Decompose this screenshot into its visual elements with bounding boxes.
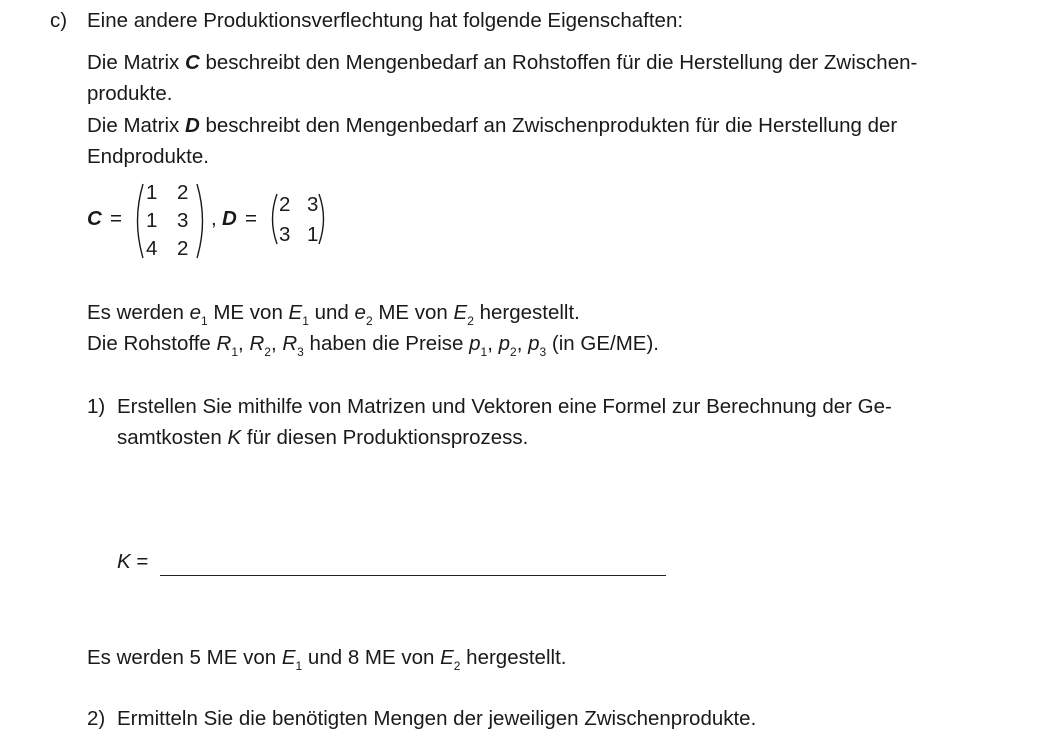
answer-prompt <box>117 546 148 577</box>
var-e: e <box>354 301 366 324</box>
text: (in GE/ME). <box>546 332 659 355</box>
matrix-c-cell: 3 <box>177 209 189 232</box>
matrix-c-left-paren <box>130 182 146 260</box>
text: ME von <box>207 301 289 324</box>
part-intro: Eine andere Produktionsverflechtung hat folgende Eigenschaften: <box>87 9 684 32</box>
var-R: R <box>216 332 232 355</box>
text: Die Matrix <box>87 51 185 74</box>
var-E: E <box>440 646 454 669</box>
subscript: 1 <box>480 345 488 359</box>
subscript: 1 <box>302 314 309 328</box>
text: Es werden <box>87 301 190 324</box>
text: samtkosten <box>117 426 228 449</box>
text: , <box>270 332 283 355</box>
matrix-d-label: D <box>222 207 237 230</box>
subscript: 2 <box>264 345 271 359</box>
text: Es werden 5 ME von <box>87 646 282 669</box>
text: , <box>238 332 250 355</box>
matrix-c-description <box>87 47 917 78</box>
subscript: 2 <box>453 659 461 673</box>
var-p: p <box>469 332 481 355</box>
part-label: c) <box>50 9 68 32</box>
matrix-c-symbol: C <box>184 51 200 74</box>
subscript: 2 <box>365 314 373 328</box>
answer-line[interactable] <box>160 575 666 576</box>
matrix-d-left-paren <box>266 192 280 246</box>
matrix-c-label: C <box>87 207 102 230</box>
text: beschreibt den Mengenbedarf an Rohstoffen für die Herstellung der Zwischen- <box>199 51 918 74</box>
matrix-d-description-line2: Endprodukte. <box>87 145 209 168</box>
text: , <box>516 332 529 355</box>
matrix-d-symbol: D <box>184 114 200 137</box>
matrix-d-cell: 1 <box>307 223 319 246</box>
text: und <box>308 301 355 324</box>
var-R: R <box>282 332 298 355</box>
subscript: 3 <box>539 345 547 359</box>
matrix-c-cell: 4 <box>146 237 158 260</box>
text: hergestellt. <box>460 646 567 669</box>
text: ME von <box>372 301 454 324</box>
matrix-separator: , <box>211 207 217 230</box>
text: Die Matrix <box>87 114 185 137</box>
var-K: K <box>227 426 242 449</box>
text: = <box>130 550 149 573</box>
concrete-production-line <box>87 642 566 673</box>
var-p: p <box>498 332 511 355</box>
subscript: 2 <box>510 345 517 359</box>
equals-sign: = <box>110 207 122 230</box>
matrix-d-cell: 3 <box>279 223 291 246</box>
matrix-d-description <box>87 110 897 141</box>
var-E: E <box>453 301 468 324</box>
matrix-c-cell: 2 <box>177 181 189 204</box>
matrix-c-description-line2: produkte. <box>87 82 173 105</box>
text: , <box>487 332 499 355</box>
matrix-c-cell: 2 <box>177 237 189 260</box>
var-E: E <box>281 646 296 669</box>
subscript: 3 <box>297 345 304 359</box>
var-E: E <box>288 301 303 324</box>
var-p: p <box>528 332 540 355</box>
subscript: 1 <box>231 345 239 359</box>
var-e: e <box>189 301 201 324</box>
text: für diesen Produktionsprozess. <box>241 426 529 449</box>
matrix-d-cell: 2 <box>279 193 291 216</box>
production-quantities-line <box>87 297 580 328</box>
var-K: K <box>117 550 131 573</box>
matrix-c-cell: 1 <box>146 209 158 232</box>
subscript: 2 <box>467 314 474 328</box>
text: hergestellt. <box>473 301 580 324</box>
subscript: 1 <box>295 659 303 673</box>
text: und 8 ME von <box>302 646 441 669</box>
task-1-text-line1: Erstellen Sie mithilfe von Matrizen und Vektoren eine Formel zur Berechnung der Ge- <box>117 395 892 418</box>
task-2-number: 2) <box>87 707 106 730</box>
var-R: R <box>249 332 265 355</box>
task-1-number: 1) <box>87 395 106 418</box>
task-2-text: Ermitteln Sie die benötigten Mengen der jeweiligen Zwischenprodukte. <box>117 707 757 730</box>
text: beschreibt den Mengenbedarf an Zwischenprodukten für die Herstellung der <box>199 114 898 137</box>
raw-material-prices-line <box>87 328 659 359</box>
task-1-text-line2 <box>117 422 528 453</box>
text: haben die Preise <box>303 332 470 355</box>
text: Die Rohstoffe <box>87 332 217 355</box>
equals-sign: = <box>245 207 257 230</box>
matrix-c-right-paren <box>194 182 210 260</box>
matrix-d-cell: 3 <box>307 193 319 216</box>
matrix-c-cell: 1 <box>146 181 158 204</box>
subscript: 1 <box>200 314 208 328</box>
